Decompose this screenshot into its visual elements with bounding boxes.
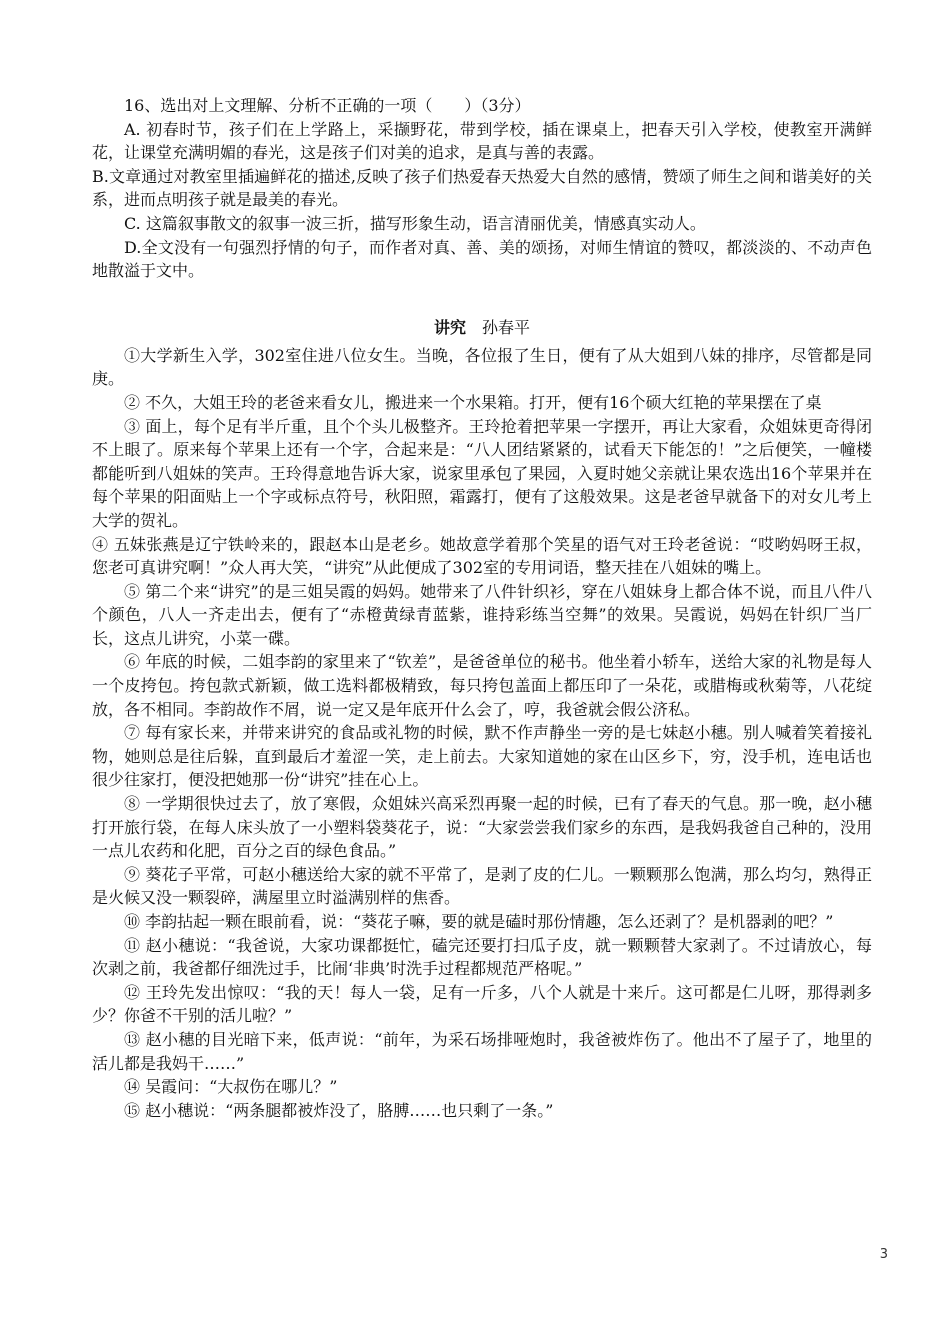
article-paragraph-12: ⑫ 王玲先发出惊叹：“我的天！每人一袋，足有一斤多，八个人就是十来斤。这可都是仁儿呀，那得剥多少？你爸不干别的活儿啦？” [92, 982, 872, 1026]
document-page [92, 94, 872, 1122]
article-paragraph-7: ⑦ 每有家长来，并带来讲究的食品或礼物的时候，默不作声静坐一旁的是七妹赵小穗。别人喊着笑着接礼物，她则总是往后躲，直到最后才羞涩一笑，走上前去。大家知道她的家在山区乡下，穷，没手机，连电话也很少往家打，便没把她那一份“讲究”挂在心上。 [92, 723, 872, 790]
article-paragraph-11: ⑪ 赵小穗说：“我爸说，大家功课都挺忙，磕完还要打扫瓜子皮，就一颗颗替大家剥了。不过请放心，每次剥之前，我爸都仔细洗过手，比闹‘非典’时洗手过程都规范严格呢。” [92, 935, 872, 979]
page-number: 3 [879, 1247, 888, 1262]
option-b: B.文章通过对教室里插遍鲜花的描述,反映了孩子们热爱春天热爱大自然的感情，赞颂了师生之间和谐美好的关系，进而点明孩子就是最美的春光。 [92, 166, 872, 210]
article-paragraph-6: ⑥ 年底的时候，二姐李韵的家里来了“钦差”，是爸爸单位的秘书。他坐着小轿车，送给大家的礼物是每人一个皮挎包。挎包款式新颖，做工选料都极精致，每只挎包盖面上都压印了一朵花，或腊梅或秋菊等，八花绽放，各不相同。李韵故作不屑，说一定又是年底开什么会了，哼，我爸就会假公济私。 [92, 652, 872, 719]
article-title: 讲究 [433, 317, 466, 337]
article-paragraph-13: ⑬ 赵小穗的目光暗下来，低声说：“前年，为采石场排哑炮时，我爸被炸伤了。他出不了屋子了，地里的活儿都是我妈干……” [92, 1029, 872, 1073]
option-d: D.全文没有一句强烈抒情的句子，而作者对真、善、美的颂扬，对师生情谊的赞叹，都淡淡的、不动声色地散溢于文中。 [92, 237, 872, 281]
article-paragraph-10: ⑩ 李韵拈起一颗在眼前看，说：“葵花子嘛，要的就是磕时那份情趣，怎么还剥了？是机器剥的吧？” [124, 912, 834, 931]
article-paragraph-15: ⑮ 赵小穗说：“两条腿都被炸没了，胳膊……也只剩了一条。” [124, 1100, 554, 1120]
article-paragraph-3: ③ 面上，每个足有半斤重，且个个头儿极整齐。王玲抢着把苹果一字摆开，再让大家看，众姐妹更奇得闭不上眼了。原来每个苹果上还有一个字，合起来是：“八人团结紧紧的，试看天下能怎的！”之后便笑，一幢楼都能听到八姐妹的笑声。王玲得意地告诉大家，说家里承包了果园，入夏时她父亲就让果农选出16个苹果并在每个苹果的阳面贴上一个字或标点符号，秋阳照，霜露打，便有了这般效果。这是老爸早就备下的对女儿考上大学的贺礼。 [92, 416, 872, 530]
article-paragraph-2: ② 不久，大姐王玲的老爸来看女儿，搬进来一个水果箱。打开，便有16个硕大红艳的苹果摆在了桌 [124, 392, 822, 412]
article-paragraph-14: ⑭ 吴霞问：“大叔伤在哪儿？” [124, 1077, 338, 1097]
article-paragraph-5: ⑤ 第二个来“讲究”的是三姐吴霞的妈妈。她带来了八件针织衫，穿在八姐妹身上都合体不说，而且八件八个颜色，八人一齐走出去，便有了“赤橙黄绿青蓝紫，谁持彩练当空舞”的效果。吴霞说，妈妈在针织厂当厂长，这点儿讲究，小菜一碟。 [92, 581, 872, 648]
article-paragraph-1: ①大学新生入学，302室住进八位女生。当晚，各位报了生日，便有了从大姐到八妹的排序，尽管都是同庚。 [92, 345, 872, 389]
article-paragraph-8: ⑧ 一学期很快过去了，放了寒假，众姐妹兴高采烈再聚一起的时候，已有了春天的气息。那一晚，赵小穗打开旅行袋，在每人床头放了一小塑料袋葵花子，说：“大家尝尝我们家乡的东西，是我妈我爸自己种的，没用一点儿农药和化肥，百分之百的绿色食品。” [92, 794, 872, 861]
article-author: 孙春平 [482, 317, 531, 337]
question-prompt: 16、选出对上文理解、分析不正确的一项（ ）（3分） [124, 96, 531, 115]
article-paragraph-4: ④ 五妹张燕是辽宁铁岭来的，跟赵本山是老乡。她故意学着那个笑星的语气对王玲老爸说：“哎哟妈呀王叔，您老可真讲究啊！”众人再大笑，“讲究”从此便成了302室的专用词语，整天挂在八姐妹的嘴上。 [92, 534, 872, 578]
section-gap [92, 283, 872, 316]
article-paragraph-9: ⑨ 葵花子平常，可赵小穗送给大家的就不平常了，是剥了皮的仁儿。一颗颗那么饱满，那么均匀，熟得正是火候又没一颗裂碎，满屋里立时溢满别样的焦香。 [92, 864, 872, 908]
option-c: C. 这篇叙事散文的叙事一波三折，描写形象生动，语言清丽优美，情感真实动人。 [124, 213, 706, 233]
option-a: A. 初春时节，孩子们在上学路上，采撷野花，带到学校，插在课桌上，把春天引入学校，使教室开满鲜花，让课堂充满明媚的春光，这是孩子们对美的追求，是真与善的表露。 [92, 119, 872, 163]
article-heading [92, 316, 872, 340]
